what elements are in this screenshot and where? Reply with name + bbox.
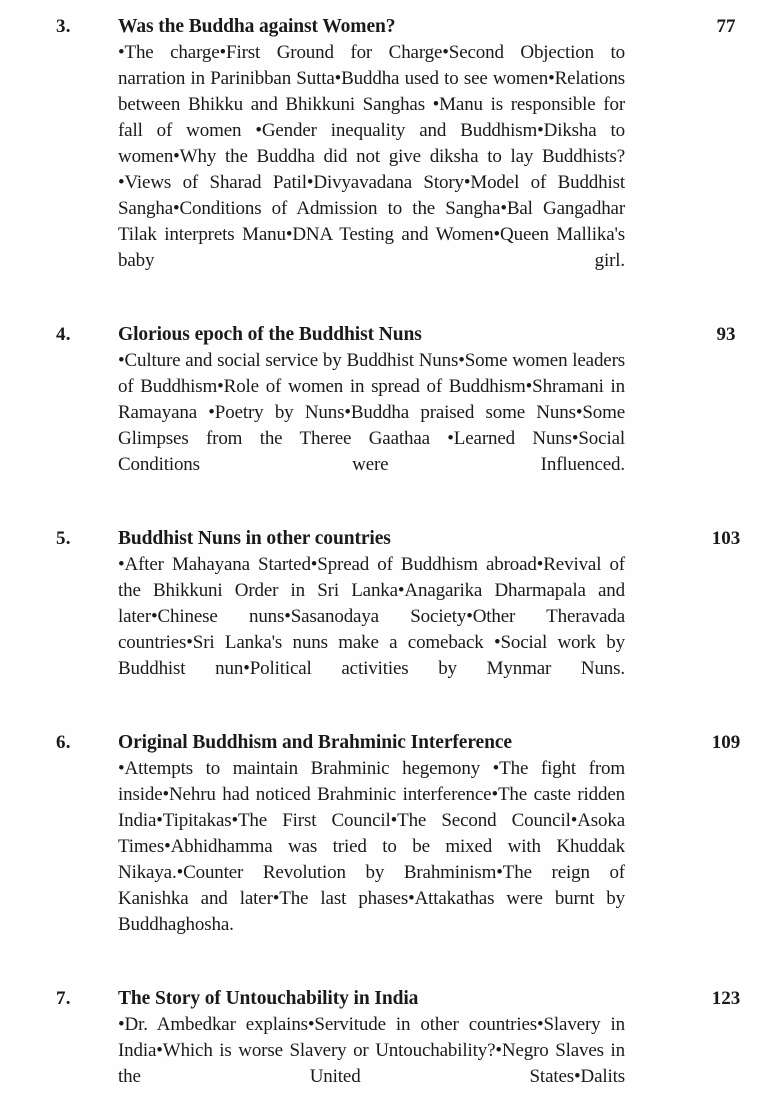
toc-entry <box>0 986 780 1116</box>
toc-entry-page-number[interactable]: 77 <box>716 16 736 37</box>
toc-entry <box>0 526 780 708</box>
toc-entry-page-number[interactable]: 93 <box>716 324 736 345</box>
toc-entry-title[interactable]: Was the Buddha against Women? <box>118 16 396 37</box>
toc-entry-description: •Attempts to maintain Brahminic hegemony •The fight from inside•Nehru had noticed Brahminic interference•The caste ridden India•Tipitakas•The First Council•The Second Council•Asoka Times•Abhidhamma was tried to be mixed with Khuddak Nikaya.•Counter Revolution by Brahminism•The reign of Kanishka and later•The last phases•Attakathas were burnt by Buddhaghosha. <box>118 758 625 935</box>
toc-entry-title[interactable]: The Story of Untouchability in India <box>118 988 419 1009</box>
toc-entry-heading-row <box>0 986 780 1012</box>
toc-entry <box>0 322 780 504</box>
toc-list <box>0 14 780 1116</box>
toc-entry-page-number[interactable]: 109 <box>711 732 741 753</box>
toc-entry-heading-row <box>0 14 780 40</box>
toc-entry <box>0 730 780 964</box>
toc-entry-number: 6. <box>56 732 71 753</box>
toc-entry-title[interactable]: Glorious epoch of the Buddhist Nuns <box>118 324 422 345</box>
toc-entry-description: •Dr. Ambedkar explains•Servitude in other countries•Slavery in India•Which is worse Slavery or Untouchability?•Negro Slaves in the United States•Dalits <box>118 1014 625 1087</box>
toc-entry-description: •After Mahayana Started•Spread of Buddhism abroad•Revival of the Bhikkuni Order in Sri Lanka•Anagarika Dharmapala and later•Chinese nuns•Sasanodaya Society•Other Theravada countries•Sri Lanka's nuns make a comeback •Social work by Buddhist nun•Political activities by Mynmar Nuns. <box>118 554 625 679</box>
toc-entry-number: 3. <box>56 16 71 37</box>
toc-entry-page-number[interactable]: 103 <box>711 528 741 549</box>
toc-entry-title[interactable]: Buddhist Nuns in other countries <box>118 528 391 549</box>
toc-entry-heading-row <box>0 526 780 552</box>
toc-entry-description: •The charge•First Ground for Charge•Second Objection to narration in Parinibban Sutta•Buddha used to see women•Relations between Bhikku and Bhikkuni Sanghas •Manu is responsible for fall of women •Gender inequality and Buddhism•Diksha to women•Why the Buddha did not give diksha to lay Buddhists?•Views of Sharad Patil•Divyavadana Story•Model of Buddhist Sangha•Conditions of Admission to the Sangha•Bal Gangadhar Tilak interprets Manu•DNA Testing and Women•Queen Mallika's baby girl. <box>118 42 625 271</box>
toc-entry-heading-row <box>0 730 780 756</box>
toc-entry-number: 4. <box>56 324 71 345</box>
toc-entry-page-number[interactable]: 123 <box>711 988 741 1009</box>
toc-entry-title[interactable]: Original Buddhism and Brahminic Interference <box>118 732 512 753</box>
toc-entry <box>0 14 780 300</box>
toc-entry-number: 5. <box>56 528 71 549</box>
toc-entry-description: •Culture and social service by Buddhist Nuns•Some women leaders of Buddhism•Role of women in spread of Buddhism•Shramani in Ramayana •Poetry by Nuns•Buddha praised some Nuns•Some Glimpses from the Theree Gaathaa •Learned Nuns•Social Conditions were Influenced. <box>118 350 625 475</box>
toc-entry-heading-row <box>0 322 780 348</box>
toc-entry-number: 7. <box>56 988 71 1009</box>
